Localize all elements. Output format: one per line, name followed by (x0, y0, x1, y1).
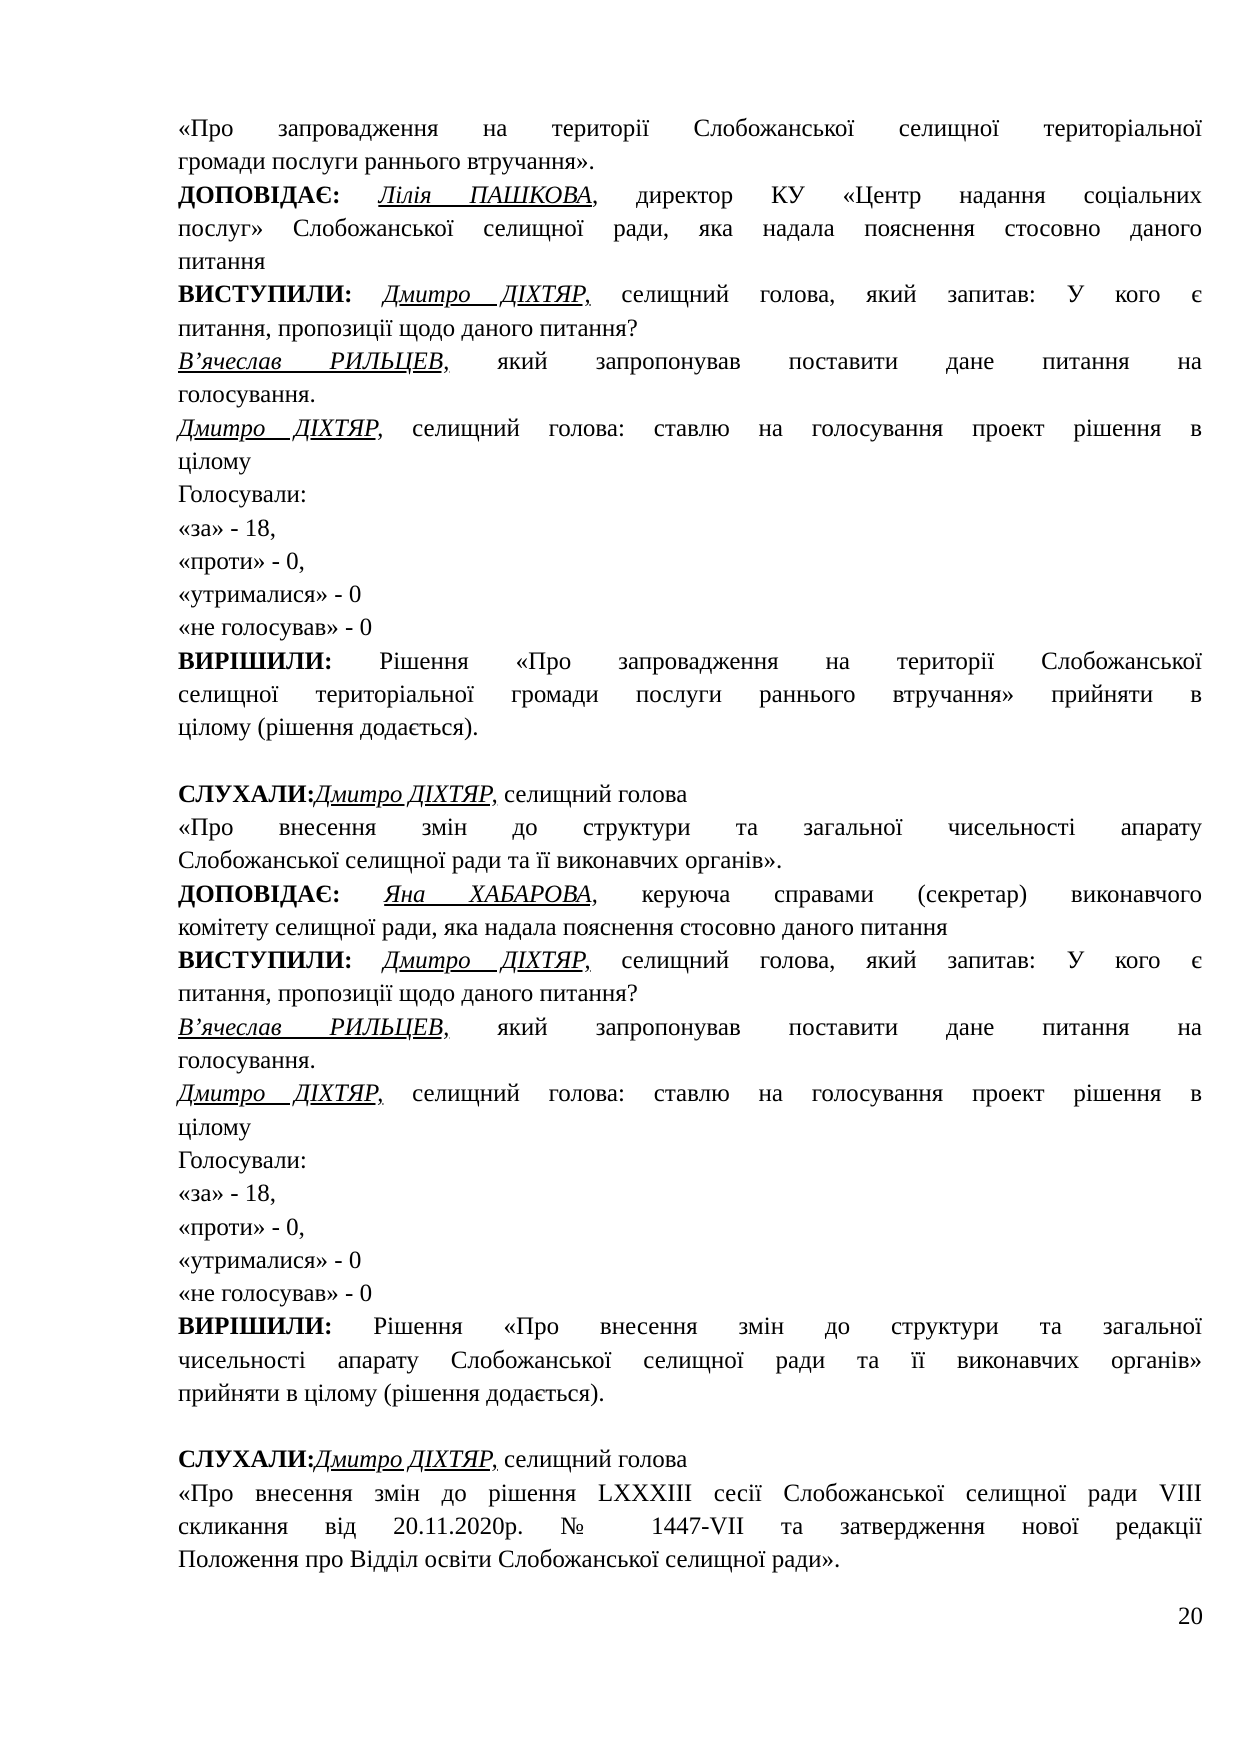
decision-label: ВИРІШИЛИ: (178, 647, 333, 675)
decision-line: чисельності апарату Слобожанської селищної ради та її виконавчих органів» (178, 1346, 1202, 1374)
agenda-title-line: скликання від 20.11.2020р. № 1447-VII та затвердження нової редакції (178, 1512, 1202, 1540)
reporter-label: ДОПОВІДАЄ: (178, 880, 341, 908)
speakers-line (178, 944, 1202, 977)
decision-line (178, 1310, 1202, 1343)
page-number: 20 (1178, 1603, 1203, 1630)
vote-abstained: «утрималися» - 0 (178, 1246, 362, 1274)
reporter-label: ДОПОВІДАЄ: (178, 181, 341, 209)
heard-line (178, 778, 1202, 811)
speakers-line: питання, пропозиції щодо даного питання? (178, 314, 638, 342)
heard-label: СЛУХАЛИ: (178, 1446, 315, 1474)
speaker-line (178, 412, 1202, 445)
votes-title: Голосували: (178, 1146, 307, 1174)
speaker-name: Дмитро ДІХТЯР, (314, 1446, 498, 1474)
votes-title: Голосували: (178, 481, 307, 509)
speaker-name: Дмитро ДІХТЯР, (178, 414, 384, 442)
speaker-name: В’ячеслав РИЛЬЦЕВ, (178, 348, 450, 376)
speaker-line: цілому (178, 447, 252, 475)
speaker-name: Дмитро ДІХТЯР, (314, 780, 498, 808)
decision-line (178, 645, 1202, 678)
vote-not-voted: «не голосував» - 0 (178, 1280, 373, 1308)
agenda-title-line: Положення про Відділ освіти Слобожанської селищної ради». (178, 1546, 841, 1574)
decision-line: селищної територіальної громади послуги раннього втручання» прийняти в (178, 681, 1202, 709)
document-page (178, 112, 1202, 1576)
speaker-text: селищний голова: ставлю на голосування проект рішення в (383, 414, 1202, 442)
speaker-line: голосування. (178, 381, 316, 409)
agenda-title-line: «Про внесення змін до рішення LXXXIII сесії Слобожанської селищної ради VIII (178, 1479, 1202, 1507)
heard-label: СЛУХАЛИ: (178, 780, 315, 808)
speakers-line: питання, пропозиції щодо даного питання? (178, 980, 638, 1008)
speaker-line: цілому (178, 1113, 252, 1141)
agenda-title-line: громади послуги раннього втручання». (178, 148, 595, 176)
speaker-line (178, 345, 1202, 378)
speaker-name: В’ячеслав РИЛЬЦЕВ, (178, 1013, 450, 1041)
agenda-title-line: Слобожанської селищної ради та її виконавчих органів». (178, 847, 783, 875)
reporter-line (178, 179, 1202, 212)
agenda-title-line: «Про запровадження на території Слобожанської селищної територіальної (178, 115, 1202, 142)
decision-text: Рішення «Про запровадження на території Слобожанської (332, 647, 1202, 675)
reporter-line: питання (178, 248, 266, 276)
speaker-text: селищний голова (497, 780, 688, 808)
speaker-text: селищний голова (497, 1446, 688, 1474)
speaker-line: голосування. (178, 1047, 316, 1075)
reporter-line (178, 878, 1202, 911)
vote-for: «за» - 18, (178, 1180, 277, 1208)
reporter-line: комітету селищної ради, яка надала пояснення стосовно даного питання (178, 913, 948, 941)
speaker-text: селищний голова, який запитав: У кого є (590, 947, 1203, 975)
decision-line: цілому (рішення додається). (178, 714, 479, 742)
reporter-line: послуг» Слобожанської селищної ради, яка надала пояснення стосовно даного (178, 214, 1202, 242)
speaker-text: селищний голова: ставлю на голосування проект рішення в (383, 1080, 1202, 1108)
decision-line: прийняти в цілому (рішення додається). (178, 1379, 605, 1407)
speaker-text: який запропонував поставити дане питання на (449, 348, 1202, 376)
speakers-line (178, 278, 1202, 311)
speaker-name: Дмитро ДІХТЯР, (383, 947, 591, 975)
reporter-text: керуюча справами (секретар) виконавчого (597, 880, 1202, 908)
reporter-name: Яна ХАБАРОВА, (384, 880, 598, 908)
speaker-name: Дмитро ДІХТЯР, (178, 1080, 384, 1108)
speaker-line (178, 1011, 1202, 1044)
speakers-label: ВИСТУПИЛИ: (178, 281, 353, 309)
speaker-name: Дмитро ДІХТЯР, (383, 281, 591, 309)
vote-abstained: «утрималися» - 0 (178, 581, 362, 609)
reporter-text: , директор КУ «Центр надання соціальних (591, 181, 1202, 209)
agenda-title-line: «Про внесення змін до структури та загальної чисельності апарату (178, 813, 1202, 841)
vote-for: «за» - 18, (178, 514, 277, 542)
decision-text: Рішення «Про внесення змін до структури та загальної (332, 1313, 1202, 1341)
vote-against: «проти» - 0, (178, 1213, 305, 1241)
speaker-line (178, 1077, 1202, 1110)
reporter-name: Лілія ПАШКОВА (378, 181, 592, 209)
vote-not-voted: «не голосував» - 0 (178, 614, 373, 642)
speaker-text: селищний голова, який запитав: У кого є (590, 281, 1203, 309)
decision-label: ВИРІШИЛИ: (178, 1313, 333, 1341)
speaker-text: який запропонував поставити дане питання на (449, 1013, 1202, 1041)
vote-against: «проти» - 0, (178, 547, 305, 575)
speakers-label: ВИСТУПИЛИ: (178, 947, 353, 975)
heard-line (178, 1443, 1202, 1476)
